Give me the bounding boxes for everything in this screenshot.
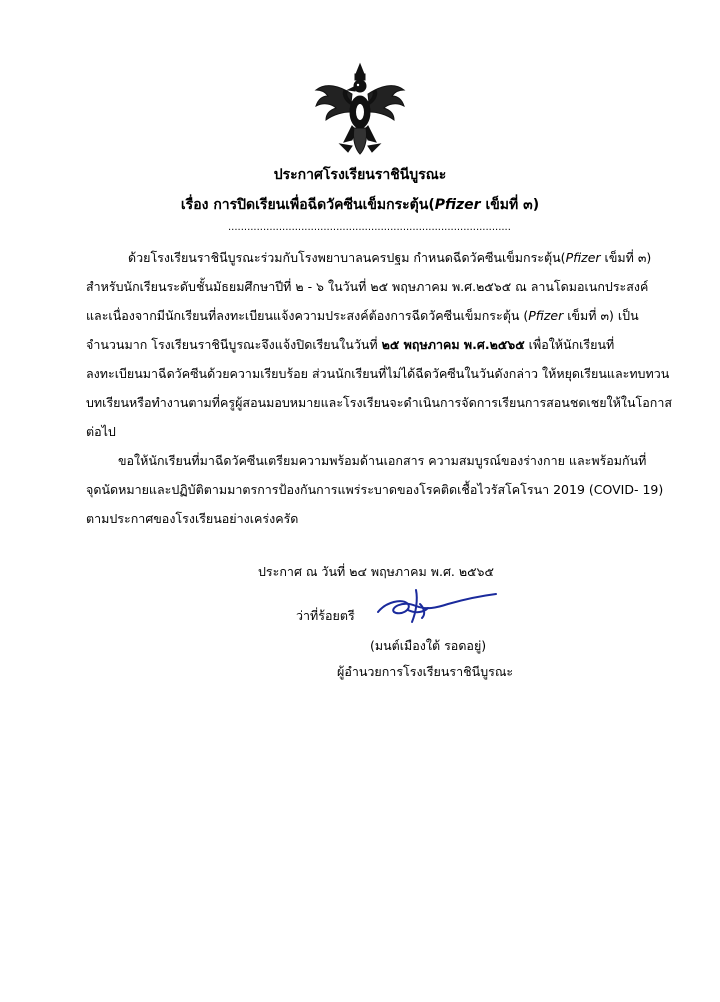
paragraph-1-line-3 [86,306,639,326]
paragraph-2-line-3: ตามประกาศของโรงเรียนอย่างเคร่งครัด [86,511,299,526]
subject-prefix: เรื่อง การปิดเรียนเพื่อฉีดวัคซีนเข็มกระตุ้น( [180,197,435,213]
p1-l4-text: จำนวนมาก โรงเรียนราชินีบูรณะจึงแจ้งปิดเรียนในวันที่ [86,337,382,352]
garuda-emblem-icon [312,60,408,156]
subject-line [0,194,720,216]
p1-l3-end: เข็มที่ ๓) เป็น [563,308,639,323]
p1-l3-pfizer: Pfizer [528,308,564,323]
paragraph-2-line-2: จุดนัดหมายและปฏิบัติตามมาตรการป้องกันการแพร่ระบาดของโรคติดเชื้อไวรัสโคโรนา 2019 (COVID- 19) [86,482,664,497]
paragraph-1-line-2: สำหรับนักเรียนระดับชั้นมัธยมศึกษาปีที่ ๒ - ๖ ในวันที่ ๒๕ พฤษภาคม พ.ศ.๒๕๖๕ ณ ลานโดมอเนกประสงค์ [86,279,649,294]
subject-pfizer: Pfizer [434,197,481,213]
page-title: ประกาศโรงเรียนราชินีบูรณะ [273,167,447,183]
paragraph-2-line-1: ขอให้นักเรียนที่มาฉีดวัคซีนเตรียมความพร้อมด้านเอกสาร ความสมบูรณ์ของร่างกาย และพร้อมกันที่ [118,453,647,468]
paragraph-1-line-7: ต่อไป [86,424,116,439]
paragraph-1-line-5: ลงทะเบียนมาฉีดวัคซีนด้วยความเรียบร้อย ส่วนนักเรียนที่ไม่ได้ฉีดวัคซีนในวันดังกล่าว ให้หยุดเรียนและทบทวน [86,366,670,381]
paragraph-1-line-6: บทเรียนหรือทำงานตามที่ครูผู้สอนมอบหมายและโรงเรียนจะดำเนินการจัดการเรียนการสอนชดเชยให้ในโอกาส [86,395,672,410]
announcement-date: ประกาศ ณ วันที่ ๒๔ พฤษภาคม พ.ศ. ๒๕๖๕ [258,564,494,579]
subject-suffix: เข็มที่ ๓) [480,197,540,213]
p1-l4-end: เพื่อให้นักเรียนที่ [524,337,615,352]
header-divider: ......................................................................................... [228,222,511,233]
paragraph-1-line-1 [128,248,651,268]
signer-position: ผู้อำนวยการโรงเรียนราชินีบูรณะ [337,664,514,679]
paragraph-1-line-4 [86,335,614,355]
signer-name: (มนต์เมืองใต้ รอดอยู่) [370,638,487,653]
p1-l1-text: ด้วยโรงเรียนราชินีบูรณะร่วมกับโรงพยาบาลนครปฐม กำหนดฉีดวัคซีนเข็มกระตุ้น( [128,250,566,265]
p1-l3-text: และเนื่องจากมีนักเรียนที่ลงทะเบียนแจ้งความประสงค์ต้องการฉีดวัคซีนเข็มกระตุ้น ( [86,308,529,323]
p1-l1-end: เข็มที่ ๓) [600,250,652,265]
p1-l1-pfizer: Pfizer [565,250,601,265]
signer-rank: ว่าที่ร้อยตรี [296,608,355,623]
handwritten-signature [372,586,502,626]
p1-l4-date: ๒๕ พฤษภาคม พ.ศ.๒๕๖๕ [381,337,525,352]
